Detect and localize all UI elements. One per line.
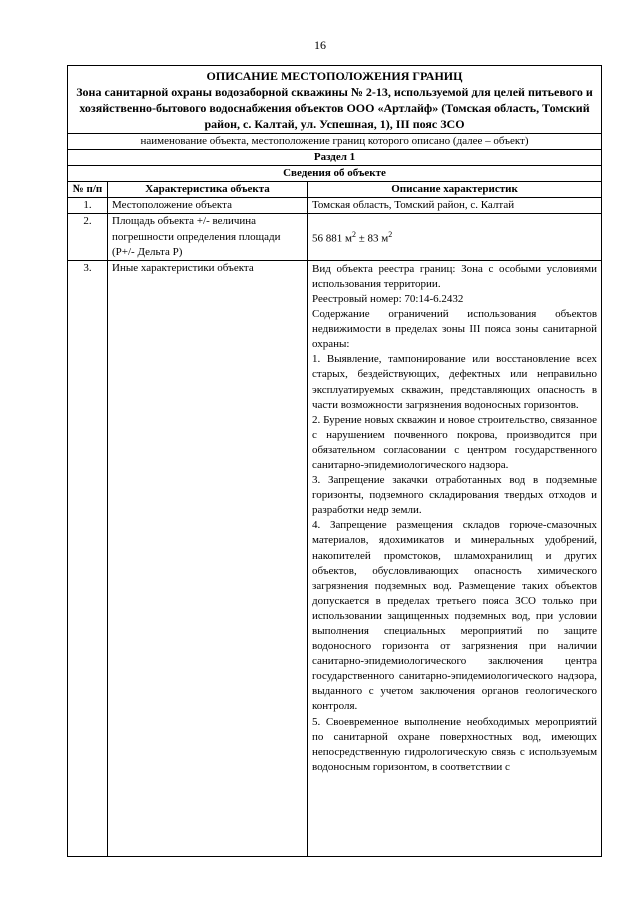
row-characteristic: Площадь объекта +/- величина погрешности определения площади (Р+/- Дельта Р) [108, 214, 308, 260]
header-description: Описание характеристик [308, 182, 602, 198]
table-row [68, 260, 602, 856]
section-title: Сведения об объекте [68, 166, 602, 182]
title-row [68, 66, 602, 134]
description-table [67, 65, 602, 857]
paragraph: 1. Выявление, тампонирование или восстановление всех старых, бездействующих, дефектных или неправильно эксплуатируемых скважин, представляющих опасность в части возможности загрязнения водоносных горизонтов. [312, 353, 598, 411]
row-number: 2. [68, 214, 108, 260]
error-unit-sup: 2 [388, 230, 393, 240]
row-number: 1. [68, 198, 108, 214]
caption-row [68, 134, 602, 150]
page-number: 16 [314, 38, 326, 52]
area-error: ± 83 м [355, 232, 389, 245]
area-unit-sup: 2 [351, 230, 356, 240]
object-caption: наименование объекта, местоположение границ которого описано (далее – объект) [68, 134, 602, 150]
row-value: Томская область, Томский район, с. Калтай [308, 198, 602, 214]
header-row [68, 182, 602, 198]
paragraph: Вид объекта реестра границ: Зона с особыми условиями использования территории. [312, 262, 598, 290]
paragraph: 2. Бурение новых скважин и новое строительство, связанное с нарушением почвенного покрова, производится при обязательном согласовании с центром государственного санитарно-эпидемиологического надзора. [312, 413, 598, 471]
row-characteristic: Иные характеристики объекта [108, 260, 308, 856]
row-characteristic: Местоположение объекта [108, 198, 308, 214]
section-label: Раздел 1 [68, 150, 602, 166]
document-title [68, 66, 602, 134]
header-num: № п/п [68, 182, 108, 198]
section-title-row [68, 166, 602, 182]
paragraph: 3. Запрещение закачки отработанных вод в подземные горизонты, подземного складирования твердых отходов и разработки недр земли. [312, 474, 598, 517]
table-row [68, 198, 602, 214]
header-characteristic: Характеристика объекта [108, 182, 308, 198]
paragraph: 5. Своевременное выполнение необходимых мероприятий по санитарной охране поверхностных вод, имеющих непосредственную гидрологическую связь с используемым водоносным горизонтом, в соответствии с [312, 715, 598, 773]
paragraph: 4. Запрещение размещения складов горюче-смазочных материалов, ядохимикатов и минеральных удобрений, накопителей промстоков, шламохранилищ и других объектов, обусловливающих опасность химического загрязнения подземных вод. Размещение таких объектов допускается в пределах третьего пояса ЗСО только при использовании защищенных подземных вод, при условии выполнения специальных мероприятий по защите водоносного горизонта от загрязнения при наличии санитарно-эпидемиологического заключения центра государственного санитарно-эпидемиологического надзора, выданного с учетом заключения органов геологического контроля. [312, 519, 598, 713]
title-line-2: Зона санитарной охраны водозаборной скважины № 2-13, используемой для целей питьевого и хозяйственно-бытового водоснабжения объектов ООО «Артлайф» (Томская область, Томский район, с. Калтай, ул. Успешная, 1), III пояс ЗСО [76, 85, 593, 131]
paragraph: Содержание ограничений использования объектов недвижимости в пределах зоны III пояса зоны санитарной охраны: [312, 308, 598, 351]
row-number: 3. [68, 260, 108, 856]
section-row [68, 150, 602, 166]
area-value: 56 881 м [312, 232, 352, 245]
table-row [68, 214, 602, 260]
row-value [308, 214, 602, 260]
title-line-1: ОПИСАНИЕ МЕСТОПОЛОЖЕНИЯ ГРАНИЦ [206, 69, 463, 83]
paragraph: Реестровый номер: 70:14-6.2432 [312, 292, 464, 305]
row-value [308, 260, 602, 856]
